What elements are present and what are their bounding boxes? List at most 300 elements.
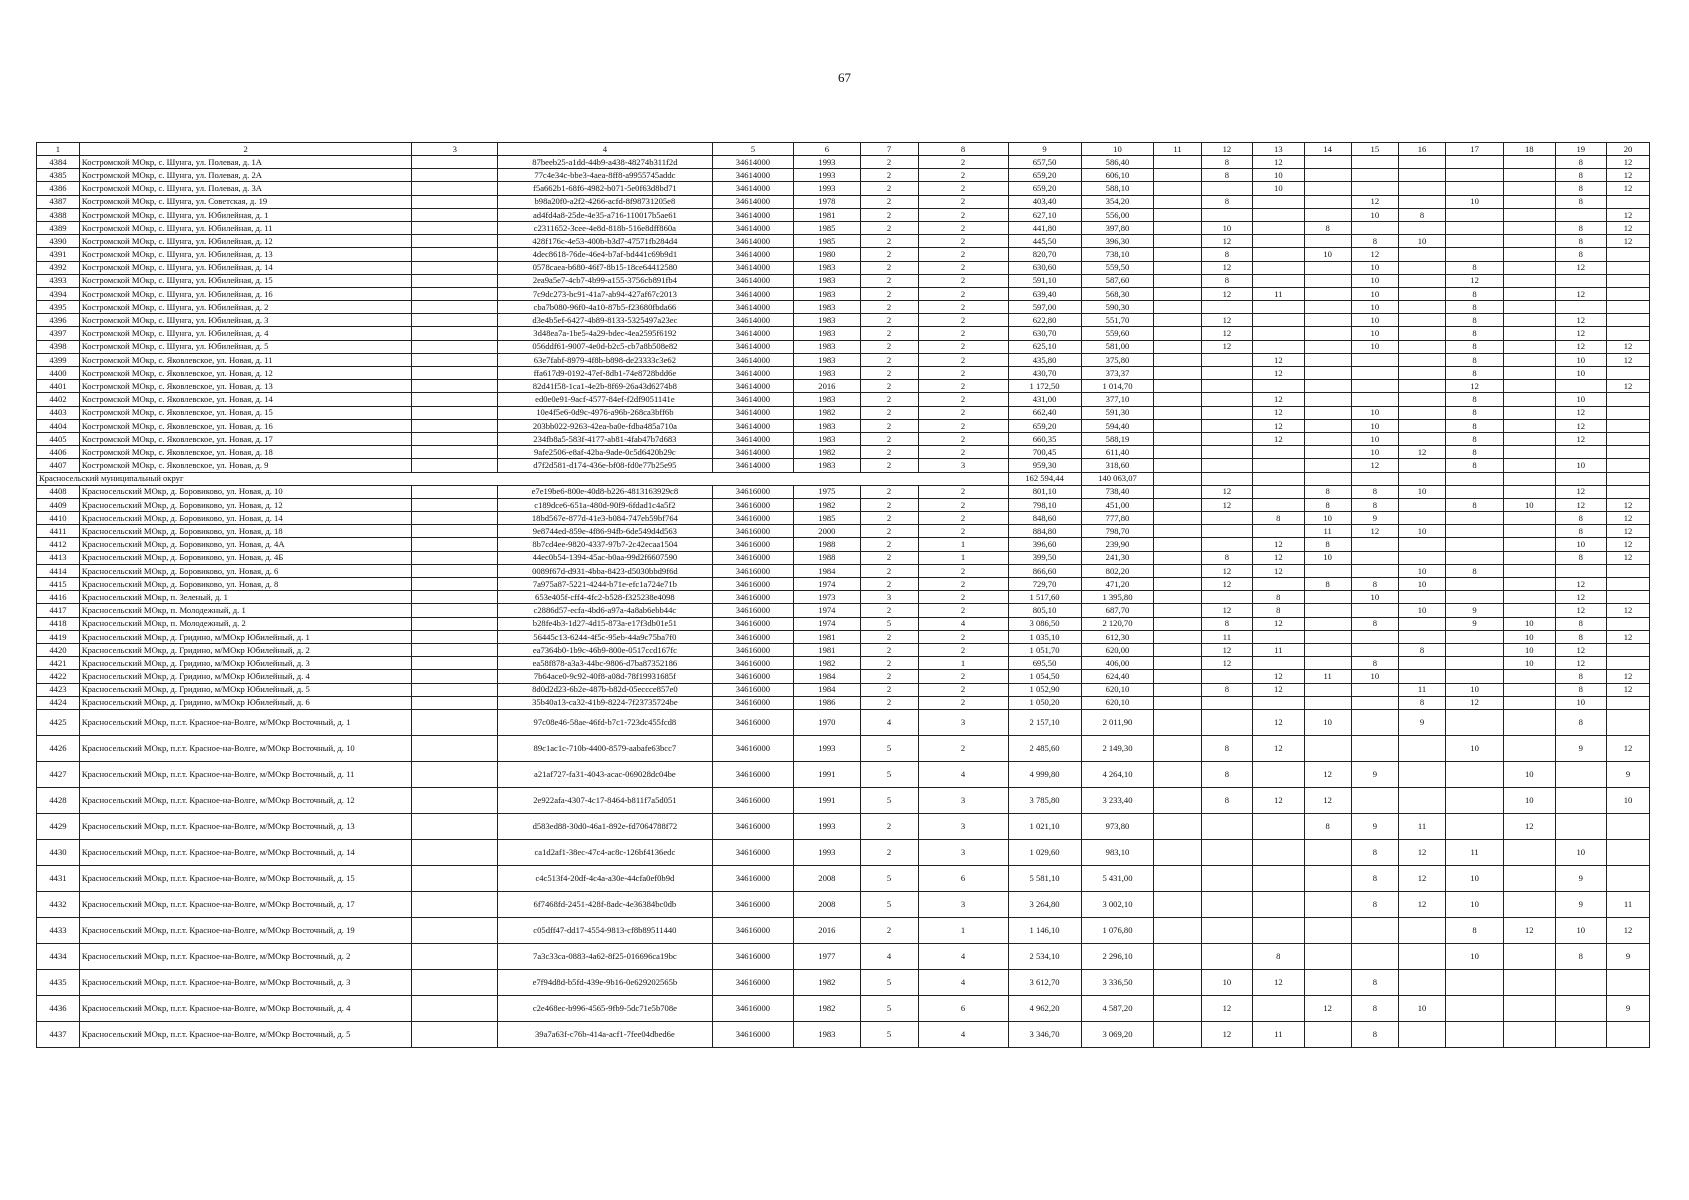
cell-col-5: 34614000 — [712, 195, 794, 208]
cell-col-8: 1 — [918, 657, 1008, 670]
cell-col-7: 2 — [860, 221, 918, 234]
cell-col-6: 1982 — [794, 657, 860, 670]
cell-col-10: 798,70 — [1081, 525, 1154, 538]
cell-col-17: 8 — [1446, 353, 1504, 366]
cell-col-17: 8 — [1446, 314, 1504, 327]
cell-col-4: 0089f67d-d931-4bba-8423-d5030bbd9f6d — [498, 564, 712, 577]
cell-col-7: 2 — [860, 485, 918, 498]
cell-col-15: 8 — [1351, 839, 1398, 865]
cell-col-14 — [1304, 208, 1351, 221]
cell-col-15: 10 — [1351, 301, 1398, 314]
cell-col-6: 2008 — [794, 865, 860, 891]
cell-col-1: 4387 — [37, 195, 80, 208]
cell-col-7: 2 — [860, 578, 918, 591]
table-row — [37, 761, 1650, 787]
cell-col-4: a21af727-fa31-4043-acac-069028dc04be — [498, 761, 712, 787]
cell-col-8: 2 — [918, 696, 1008, 709]
cell-col-13 — [1253, 865, 1304, 891]
cell-col-11 — [1154, 1021, 1201, 1047]
cell-col-10: 620,10 — [1081, 683, 1154, 696]
table-row — [37, 839, 1650, 865]
cell-col-5: 34614000 — [712, 353, 794, 366]
cell-col-14 — [1304, 367, 1351, 380]
cell-col-17: 10 — [1446, 865, 1504, 891]
cell-col-4: 7a3c33ca-0883-4a62-8f25-016696ca19bc — [498, 943, 712, 969]
cell-col-14 — [1304, 393, 1351, 406]
table-row — [37, 787, 1650, 813]
cell-col-9: 2 157,10 — [1008, 709, 1081, 735]
cell-col-12: 8 — [1201, 683, 1252, 696]
cell-col-6: 1993 — [794, 156, 860, 169]
cell-col-14 — [1304, 683, 1351, 696]
cell-col-16 — [1398, 156, 1445, 169]
cell-col-20 — [1606, 617, 1649, 630]
cell-col-5: 34614000 — [712, 327, 794, 340]
cell-col-14: 11 — [1304, 525, 1351, 538]
cell-col-16: 12 — [1398, 891, 1445, 917]
cell-col-15: 10 — [1351, 327, 1398, 340]
cell-col-3 — [412, 380, 498, 393]
cell-col-4: 2e922afa-4307-4c17-8464-b811f7a5d051 — [498, 787, 712, 813]
cell-col-15 — [1351, 917, 1398, 943]
cell-col-17 — [1446, 208, 1504, 221]
cell-col-11 — [1154, 969, 1201, 995]
cell-col-15: 10 — [1351, 446, 1398, 459]
cell-col-17 — [1446, 485, 1504, 498]
cell-col-14 — [1304, 696, 1351, 709]
cell-col-14 — [1304, 1021, 1351, 1047]
cell-col-1: 4401 — [37, 380, 80, 393]
cell-col-11 — [1154, 865, 1201, 891]
cell-col-5: 34614000 — [712, 274, 794, 287]
cell-col-2: Красносельский МОкр, п. Молодежный, д. 1 — [79, 604, 411, 617]
cell-col-7: 2 — [860, 353, 918, 366]
cell-col-4: 8b7cd4ee-9820-4337-97b7-2c42ecaa1504 — [498, 538, 712, 551]
cell-col-18: 12 — [1504, 813, 1555, 839]
cell-col-12 — [1201, 865, 1252, 891]
cell-col-18 — [1504, 604, 1555, 617]
cell-col-5: 34614000 — [712, 182, 794, 195]
cell-col-14 — [1304, 327, 1351, 340]
cell-col-1: 4405 — [37, 432, 80, 445]
cell-col-4: 44ec0b54-1394-45ac-b0aa-99d2f6607590 — [498, 551, 712, 564]
cell-col-18 — [1504, 182, 1555, 195]
cell-col-19: 12 — [1555, 643, 1606, 656]
cell-col-10: 594,40 — [1081, 419, 1154, 432]
cell-col-20: 12 — [1606, 512, 1649, 525]
cell-col-12 — [1201, 813, 1252, 839]
table-row — [37, 446, 1650, 459]
cell-col-19: 8 — [1555, 709, 1606, 735]
table-row — [37, 156, 1650, 169]
cell-col-17 — [1446, 643, 1504, 656]
table-row — [37, 709, 1650, 735]
cell-col-10: 973,80 — [1081, 813, 1154, 839]
cell-col-12 — [1201, 512, 1252, 525]
cell-col-5: 34616000 — [712, 525, 794, 538]
cell-col-5: 34614000 — [712, 380, 794, 393]
cell-col-10: 397,80 — [1081, 221, 1154, 234]
cell-col-17 — [1446, 525, 1504, 538]
cell-col-7: 2 — [860, 498, 918, 511]
cell-col-2: Костромской МОкр, с. Яковлевское, ул. Новая, д. 14 — [79, 393, 411, 406]
cell-col-15 — [1351, 380, 1398, 393]
cell-col-3 — [412, 917, 498, 943]
cell-col-7: 2 — [860, 564, 918, 577]
cell-col-7: 4 — [860, 943, 918, 969]
cell-col-1: 4397 — [37, 327, 80, 340]
cell-col-17 — [1446, 512, 1504, 525]
cell-col-20: 12 — [1606, 683, 1649, 696]
cell-col-7: 2 — [860, 393, 918, 406]
cell-col-10: 3 233,40 — [1081, 787, 1154, 813]
cell-col-9: 625,10 — [1008, 340, 1081, 353]
cell-col-1: 4414 — [37, 564, 80, 577]
cell-col-5: 34614000 — [712, 287, 794, 300]
cell-col-4: 056ddf61-9007-4e0d-b2c5-cb7a8b508e82 — [498, 340, 712, 353]
cell-col-17 — [1446, 813, 1504, 839]
cell-col-14: 8 — [1304, 538, 1351, 551]
cell-col-17 — [1446, 248, 1504, 261]
cell-col-20 — [1606, 419, 1649, 432]
table-row — [37, 1021, 1650, 1047]
cell-col-11 — [1154, 367, 1201, 380]
cell-col-12: 12 — [1201, 643, 1252, 656]
cell-col-20: 12 — [1606, 670, 1649, 683]
cell-col-14 — [1304, 865, 1351, 891]
cell-col-20 — [1606, 314, 1649, 327]
cell-col-3 — [412, 512, 498, 525]
cell-col-1: 4391 — [37, 248, 80, 261]
cell-col-18 — [1504, 891, 1555, 917]
cell-col-19: 12 — [1555, 327, 1606, 340]
cell-col-4: 7a975a87-5221-4244-b71e-efc1a724e71b — [498, 578, 712, 591]
cell-col-1: 4431 — [37, 865, 80, 891]
cell-col-7: 2 — [860, 683, 918, 696]
cell-col-18 — [1504, 969, 1555, 995]
cell-col-13 — [1253, 696, 1304, 709]
cell-col-3 — [412, 525, 498, 538]
cell-col-8: 6 — [918, 995, 1008, 1021]
cell-col-12 — [1201, 380, 1252, 393]
cell-col-6: 1988 — [794, 551, 860, 564]
cell-col-18 — [1504, 735, 1555, 761]
cell-col-6: 1983 — [794, 261, 860, 274]
cell-col-13 — [1253, 995, 1304, 1021]
cell-col-11 — [1154, 917, 1201, 943]
cell-col-6: 1980 — [794, 248, 860, 261]
cell-col-3 — [412, 839, 498, 865]
cell-col-18 — [1504, 670, 1555, 683]
cell-col-9: 657,50 — [1008, 156, 1081, 169]
cell-col-15 — [1351, 169, 1398, 182]
cell-col-3 — [412, 182, 498, 195]
cell-col-15 — [1351, 735, 1398, 761]
cell-col-7: 2 — [860, 182, 918, 195]
cell-col-14 — [1304, 432, 1351, 445]
cell-col-13: 10 — [1253, 169, 1304, 182]
cell-col-2: Красносельский МОкр, д. Гридино, м/МОкр Юбилейный, д. 3 — [79, 657, 411, 670]
cell-col-10: 373,37 — [1081, 367, 1154, 380]
cell-col-13 — [1253, 380, 1304, 393]
cell-col-11 — [1154, 683, 1201, 696]
column-number-20: 20 — [1606, 143, 1649, 156]
cell-col-16 — [1398, 735, 1445, 761]
cell-col-18 — [1504, 380, 1555, 393]
cell-col-8: 2 — [918, 419, 1008, 432]
cell-col-15: 8 — [1351, 485, 1398, 498]
cell-col-11 — [1154, 995, 1201, 1021]
cell-col-4: 8d0d2d23-6b2e-487b-b82d-05eccce857e0 — [498, 683, 712, 696]
cell-col-10: 983,10 — [1081, 839, 1154, 865]
cell-col-16 — [1398, 657, 1445, 670]
cell-col-14 — [1304, 301, 1351, 314]
column-number-13: 13 — [1253, 143, 1304, 156]
cell-col-7: 5 — [860, 787, 918, 813]
cell-col-20 — [1606, 485, 1649, 498]
column-number-header — [37, 143, 1650, 156]
cell-col-12: 10 — [1201, 969, 1252, 995]
cell-col-11 — [1154, 314, 1201, 327]
cell-col-6: 1985 — [794, 235, 860, 248]
cell-col-16 — [1398, 195, 1445, 208]
cell-col-15: 8 — [1351, 995, 1398, 1021]
cell-col-3 — [412, 221, 498, 234]
cell-col-14 — [1304, 195, 1351, 208]
cell-col-12: 8 — [1201, 156, 1252, 169]
cell-col-18: 10 — [1504, 498, 1555, 511]
cell-col-12: 8 — [1201, 551, 1252, 564]
cell-col-8: 2 — [918, 735, 1008, 761]
cell-col-9: 1 051,70 — [1008, 643, 1081, 656]
cell-col-15 — [1351, 564, 1398, 577]
cell-col-12: 12 — [1201, 485, 1252, 498]
cell-col-19: 8 — [1555, 248, 1606, 261]
cell-col-6: 1981 — [794, 630, 860, 643]
cell-col-15: 10 — [1351, 208, 1398, 221]
cell-col-10: 3 069,20 — [1081, 1021, 1154, 1047]
cell-col-6: 1983 — [794, 432, 860, 445]
table-row — [37, 917, 1650, 943]
cell-col-13 — [1253, 261, 1304, 274]
cell-col-15: 9 — [1351, 761, 1398, 787]
cell-col-14 — [1304, 353, 1351, 366]
cell-col-5: 34614000 — [712, 406, 794, 419]
cell-col-11 — [1154, 891, 1201, 917]
cell-col-15: 12 — [1351, 248, 1398, 261]
cell-col-10: 2 296,10 — [1081, 943, 1154, 969]
cell-col-16 — [1398, 591, 1445, 604]
cell-col-20: 10 — [1606, 787, 1649, 813]
cell-col-1: 4430 — [37, 839, 80, 865]
cell-col-5: 34614000 — [712, 301, 794, 314]
cell-col-5: 34616000 — [712, 917, 794, 943]
cell-col-20 — [1606, 578, 1649, 591]
cell-col-8: 2 — [918, 591, 1008, 604]
cell-col-13 — [1253, 891, 1304, 917]
cell-col-12 — [1201, 709, 1252, 735]
cell-col-8: 2 — [918, 446, 1008, 459]
cell-col-3 — [412, 604, 498, 617]
cell-col-2: Красносельский МОкр, п.г.т. Красное-на-Волге, м/МОкр Восточный, д. 1 — [79, 709, 411, 735]
cell-col-17: 8 — [1446, 327, 1504, 340]
cell-col-14: 12 — [1304, 787, 1351, 813]
cell-col-13 — [1253, 446, 1304, 459]
cell-col-4: 7b64ace0-9c92-40f8-a08d-78f19931685f — [498, 670, 712, 683]
cell-col-5: 34616000 — [712, 591, 794, 604]
cell-col-3 — [412, 446, 498, 459]
cell-col-15: 8 — [1351, 578, 1398, 591]
cell-col-11 — [1154, 301, 1201, 314]
cell-col-15: 8 — [1351, 891, 1398, 917]
cell-col-20 — [1606, 813, 1649, 839]
table-row — [37, 261, 1650, 274]
cell-col-4: f5a662b1-68f6-4982-b071-5e0f63d8bd71 — [498, 182, 712, 195]
table-row — [37, 643, 1650, 656]
cell-col-19: 8 — [1555, 182, 1606, 195]
table-row — [37, 367, 1650, 380]
cell-col-14 — [1304, 630, 1351, 643]
cell-col-8: 2 — [918, 512, 1008, 525]
cell-col-19: 10 — [1555, 538, 1606, 551]
cell-col-20 — [1606, 274, 1649, 287]
cell-col-9: 591,10 — [1008, 274, 1081, 287]
cell-col-2: Красносельский МОкр, д. Боровиково, ул. Новая, д. 14 — [79, 512, 411, 525]
cell-col-6: 1974 — [794, 578, 860, 591]
cell-col-2: Красносельский МОкр, д. Гридино, м/МОкр Юбилейный, д. 4 — [79, 670, 411, 683]
table-row — [37, 221, 1650, 234]
cell-col-3 — [412, 735, 498, 761]
cell-col-16 — [1398, 498, 1445, 511]
cell-col-1: 4394 — [37, 287, 80, 300]
cell-col-11 — [1154, 287, 1201, 300]
cell-col-11 — [1154, 709, 1201, 735]
cell-col-13 — [1253, 208, 1304, 221]
cell-col-2: Костромской МОкр, с. Шунга, ул. Юбилейная, д. 2 — [79, 301, 411, 314]
cell-col-3 — [412, 670, 498, 683]
cell-col-14 — [1304, 617, 1351, 630]
cell-col-11 — [1154, 169, 1201, 182]
cell-col-14: 8 — [1304, 813, 1351, 839]
cell-col-13: 12 — [1253, 432, 1304, 445]
cell-col-19 — [1555, 761, 1606, 787]
cell-col-1: 4427 — [37, 761, 80, 787]
cell-col-1: 4422 — [37, 670, 80, 683]
cell-col-1: 4385 — [37, 169, 80, 182]
cell-col-7: 5 — [860, 995, 918, 1021]
cell-col-7: 2 — [860, 551, 918, 564]
cell-col-15: 8 — [1351, 498, 1398, 511]
cell-col-1: 4388 — [37, 208, 80, 221]
cell-col-2: Красносельский МОкр, д. Гридино, м/МОкр Юбилейный, д. 2 — [79, 643, 411, 656]
cell-col-15 — [1351, 943, 1398, 969]
cell-col-6: 1983 — [794, 301, 860, 314]
table-row — [37, 564, 1650, 577]
cell-col-1: 4415 — [37, 578, 80, 591]
cell-col-2: Костромской МОкр, с. Шунга, ул. Юбилейная, д. 1 — [79, 208, 411, 221]
cell-col-4: 2ea9a5e7-4cb7-4b99-a155-3756cb891fb4 — [498, 274, 712, 287]
cell-col-6: 1983 — [794, 274, 860, 287]
cell-col-4: e7f94d8d-b5fd-439e-9b16-0e629202565b — [498, 969, 712, 995]
cell-col-14 — [1304, 446, 1351, 459]
cell-col-19: 12 — [1555, 287, 1606, 300]
cell-col-1: 4396 — [37, 314, 80, 327]
cell-col-10: 606,10 — [1081, 169, 1154, 182]
cell-col-2: Красносельский МОкр, д. Боровиково, ул. Новая, д. 4А — [79, 538, 411, 551]
cell-col-9: 1 050,20 — [1008, 696, 1081, 709]
cell-col-12 — [1201, 406, 1252, 419]
cell-col-2: Костромской МОкр, с. Яковлевское, ул. Новая, д. 9 — [79, 459, 411, 472]
cell-col-11 — [1154, 670, 1201, 683]
cell-col-1: 4424 — [37, 696, 80, 709]
cell-col-9: 630,70 — [1008, 327, 1081, 340]
cell-col-12 — [1201, 525, 1252, 538]
cell-col-1: 4425 — [37, 709, 80, 735]
cell-col-1: 4416 — [37, 591, 80, 604]
cell-col-5: 34614000 — [712, 248, 794, 261]
cell-col-10: 591,30 — [1081, 406, 1154, 419]
cell-col-11 — [1154, 419, 1201, 432]
cell-col-11 — [1154, 235, 1201, 248]
cell-col-6: 1981 — [794, 643, 860, 656]
table-row — [37, 485, 1650, 498]
cell-col-13: 8 — [1253, 512, 1304, 525]
cell-col-17: 8 — [1446, 301, 1504, 314]
cell-col-15 — [1351, 182, 1398, 195]
cell-col-6: 1993 — [794, 813, 860, 839]
cell-col-12: 11 — [1201, 630, 1252, 643]
cell-col-19: 8 — [1555, 943, 1606, 969]
cell-col-19: 8 — [1555, 551, 1606, 564]
cell-col-12 — [1201, 208, 1252, 221]
cell-col-11 — [1154, 353, 1201, 366]
cell-col-19: 10 — [1555, 367, 1606, 380]
cell-col-10: 624,40 — [1081, 670, 1154, 683]
cell-col-17 — [1446, 630, 1504, 643]
cell-col-15: 10 — [1351, 406, 1398, 419]
cell-col-15 — [1351, 393, 1398, 406]
table-row — [37, 169, 1650, 182]
cell-col-10: 559,60 — [1081, 327, 1154, 340]
cell-col-10: 551,70 — [1081, 314, 1154, 327]
cell-col-1: 4432 — [37, 891, 80, 917]
cell-col-14: 8 — [1304, 221, 1351, 234]
cell-col-13: 12 — [1253, 709, 1304, 735]
cell-col-13: 12 — [1253, 551, 1304, 564]
cell-col-10: 354,20 — [1081, 195, 1154, 208]
cell-col-18 — [1504, 432, 1555, 445]
cell-col-19: 8 — [1555, 235, 1606, 248]
cell-col-18 — [1504, 156, 1555, 169]
cell-col-5: 34616000 — [712, 512, 794, 525]
cell-col-19 — [1555, 787, 1606, 813]
cell-col-2: Костромской МОкр, с. Яковлевское, ул. Новая, д. 17 — [79, 432, 411, 445]
cell-col-1: 4429 — [37, 813, 80, 839]
cell-col-14 — [1304, 917, 1351, 943]
cell-col-6: 1982 — [794, 995, 860, 1021]
table-row — [37, 696, 1650, 709]
cell-col-18 — [1504, 525, 1555, 538]
cell-col-5: 34614000 — [712, 169, 794, 182]
cell-col-8: 2 — [918, 208, 1008, 221]
cell-col-10: 1 395,80 — [1081, 591, 1154, 604]
cell-col-8: 3 — [918, 813, 1008, 839]
cell-col-14 — [1304, 657, 1351, 670]
section-empty-cell — [1504, 472, 1555, 485]
column-number-14: 14 — [1304, 143, 1351, 156]
cell-col-2: Красносельский МОкр, д. Гридино, м/МОкр Юбилейный, д. 5 — [79, 683, 411, 696]
cell-col-19: 10 — [1555, 917, 1606, 943]
